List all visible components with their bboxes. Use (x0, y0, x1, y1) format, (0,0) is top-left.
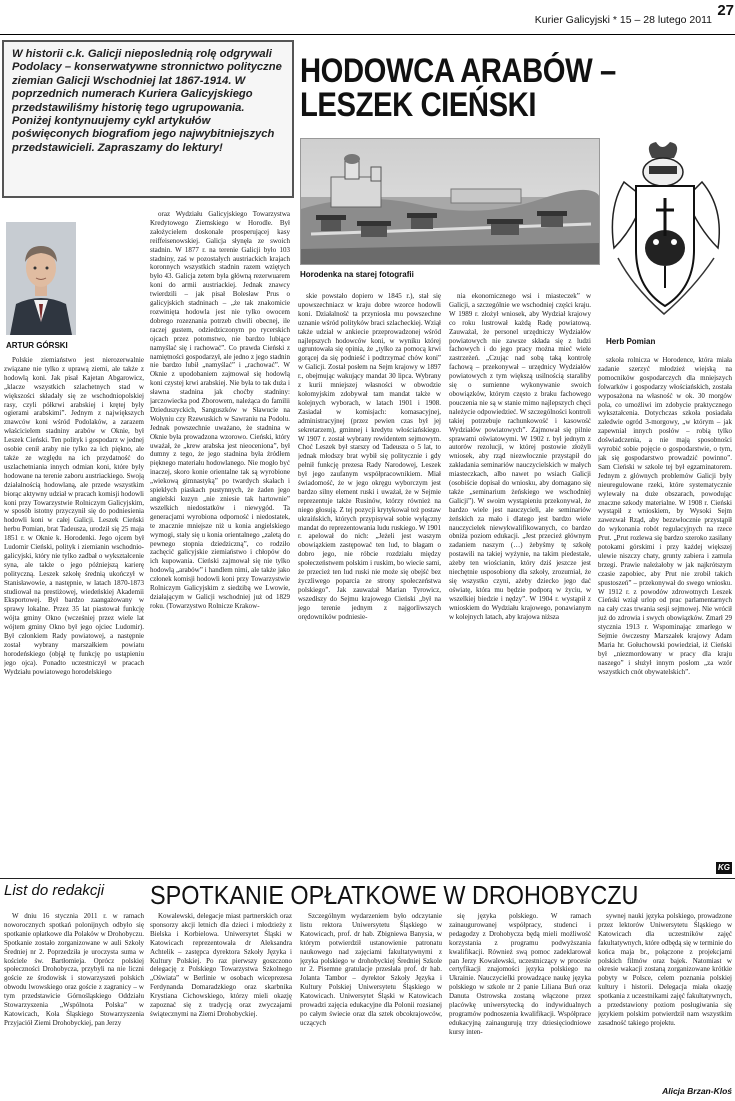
coat-of-arms (604, 138, 730, 334)
article-title (300, 54, 730, 134)
article1-column-3-text: skie powstało dopiero w 1845 r.), stał się upowszechniacz w kraju dobre wzorce hodowli koni. Działalność ta przyniosła mu powszechne uznanie wśród polityków braci szlacheckiej. Wziął także udział w ankiecie przeprowadzonej wśród najlepszych hodowców koni, w wyniku której ugruntowała się opinia, że „tylko za pomocą krwi gorącej da się podnieść i podtrzymać chów koni” w Galicji. Został posłem na Sejm krajowy w 1897 r., obejmując wakujący mandat 30 lipca. Wybrany z kurii mniejszej własności w obwodzie kołomyjskim zdobywał tam mandat także w kolejnych wyborach, w latach 1901 i 1908. Zasiadał w komisjach: komasacyjnej, administracyjnej (przez pewien czas był jej sekretarzem), gminnej i kredytu włościańskiego. W 1907 r. został wybrany rewidentem sejmowym. Choć Leszek był starszy od Tadeusza o 5 lat, to jednak młodszy brat wybił się politycznie i gdy pełnił funkcję prezesa Rady Narodowej, Leszek był jego zaufanym współpracownikiem. Miał świadomość, że w jego okręgu wyborczym jest bardzo silny element ruski i uważał, że w Sejmie reprezentuje także Rusinów, którzy również na niego głosują. Z tej pozycji krytykował też postaw ukraińskich, których przypisywał sobie wyłączny mandat do reprezentowania ludu ruskiego. W 1901 r. apelował do nich: „Jeżeli jest waszym obowiązkiem zastępować ten lud, to błagam o dobro jego, nie róbcie rozdziału między społeczeństwem polskim i ruskim, bo wiecie sami, że przecież ten lud ruski nie może się obejść bez życzliwego poparcia ze strony społeczeństwa polskiego”. Jak zauważał Marian Tyrowicz, wszedłszy do Sejmu krajowego Cieński „był na jego terenie jednym z najgorliwszych orędowników podniesie- (298, 292, 441, 621)
article1-column-2-text: oraz Wydziału Galicyjskiego Towarzystwa Kredytowego Ziemskiego w Horodle. Był założycielem doskonale prosperującej kasy reiffeisenowskiej. Galicja słynęła ze swoich stadnin. W 1877 r. na terenie Galicji było 103 stadniny, zaś w pozostałych austriackich krajach koronnych wszystkich stadnin razem wziętych było 43. Galicja zetem była główną rezerwuarem koni do armii austriackiej. Jednak znawcy twierdzili – jak pisał Bolesław Prus o galicyjskich stadninach – „że tak znakomicie rozwinięta hodowla jest nie tylko owocem dobrego rozeznania potrzeb chwili obecnej, ile raczej gustem, odziedziczonym po rycerskich ojcach przez potomstwo, nie bardzo lubiące namyślać się i rachować”. Co prawda Cieński z namiętności gospodarzył, ale jedno z jego stadnin nie bardzo lubił „namyślać” i „rachować”. W Oknie z upodobaniem zajmował się hodowlą koni czystej krwi arabskiej. Nie była to tak duża i sławna stadnina jak choćby stadniny: jarczowiecka pod Zborowem, należąca do familii Dzieduszyckich, Sanguszków w Sławucie na Wołyniu czy Rzewuskich w Sawraniu na Podolu. Jednak powszechnie uważano, że stadnina w Oknie była prowadzona wzorowo. Cieński, który uważał, że „krew arabska jest nieoceniona”, był dumny z tego, że jego stadnina była źródłem pięknego materiału hodowlanego. Nie mogło być inaczej, skoro konie orientalne tak są wyrobione „wiekową gimnastyką” po twardych skałach i spiekłych piaskach pustynnych, że żaden jego angielski kuzyn „nie zniesie tak hartownie” wszelkich niedostatków i niewygód. Ta generacjami wyrobiona odporność i niedostatek, te znacznie mniejsze niż u konia angielskiego wymogi, stały się u konia orientalnego „zaletą do pewnego stopnia dziedziczną”, co rodziło zachęcić galicyjskie ziemiaństwo i chłopów do ich kupowania. Cieński zajmował się nie tylko hodowlą „arabów” i handlem nimi, ale także jako członek komisji hodowli koni przy Towarzystwie Rolniczym Galicyjskim z siedzibą we Lwowie, działającym w Galicji wschodniej już od 1829 roku. (Towarzystwo Rolnicze Krakow- (150, 210, 290, 610)
article2-column-2-text: Kowalewski, delegacje miast partnerskich oraz sponsorzy akcji letnich dla dzieci i młodzieży z Bielska i Korbielowa. Uniwersytet Śląski w Katowicach reprezentowała dr Aleksandra Achtelik – zastępca dyrektora Szkoły Języka i Kultury Polskiej. Po raz pierwszy goszczono delegację z Polskiego Towarzystwa Szkolnego „Oświata” w Berlinie w osobach wiceprezesa Ferdynanda Domaradzkiego oraz skarbnika Krystiana Cichowskiego, którzy mieli okazję zapoznać się z tradycją oraz zwyczajami świątecznymi na Ziemi Drohobyckiej. (150, 912, 292, 1018)
article1-column-5-text: szkoła rolnicza w Horodence, która miała zadanie szerzyć młodzież wiejską na pomocników gospodarczych dla mniejszych folwarków i gospodarzy włościańskich, została wyposażona na własność w ok. 30 morgów pola, co umożliwi im zdobycie praktycznego wykształcenia. Dotychczas szkoła posiadała zaledwie ogród 3-morgowy, „w którym – jak zapewniał innych posłów – robią tylko doświadczenia, a nie mają sposobności wyrobić sobie pojęcie o gospodarstwie, o tym, jak się gospodarstwo prowadzić powinno”. Sam Cieński w szkole tej był egzaminatorem. Jednym z głównych problemów Galicji były nieuregulowane rzeki, które systematycznie wylewały na duże obszarach, powodując znaczne szkody materialne. W 1908 r. Cieński wystąpił z wnioskiem, by Wysoki Sejm zawezwał Rząd, aby bezzwłocznie przystąpił do wykonania robót regulacyjnych na rzece Prut. „Prut rozlewa się bardzo szeroko zasilany potokami górskimi i przy każdej większej ulewie niszczy chaty, grunty zabiera i zamula brzegi. Prawie należałoby w jak najkrótszym czasie zapobiec, aby Prut nie zrobił takich spustoszeń” – przekonywał do swego wniosku. W 1912 r. z powodów zdrowotnych Leszek Cieński wziął urlop od prac parlamentarnych na cały czas trwania sesji sejmowej. Nie wrócił już do zdrowia i swych obowiązków. Zmarł 29 stycznia 1913 r. Wspominając zmarłego w Sejmie ówczesny Marszałek krajowy Adam Maria hr. Gołuchowski powiedział, iż Cieński był „niezmordowany w pracy dla kraju naszego” i służył innym posłom „za wzór wszystkich cnót obywatelskich”. (598, 356, 732, 676)
photo-caption: Horodenka na starej fotografii (300, 270, 414, 279)
article2-title-text: SPOTKANIE OPŁATKOWE W DROHOBYCZU (150, 880, 639, 910)
author-name: ARTUR GÓRSKI (6, 341, 68, 350)
page-number: 27 (717, 2, 734, 19)
article2-column-2 (150, 912, 292, 1101)
article2-column-3-text: Szczególnym wydarzeniem było odczytanie listu rektora Uniwersytetu Śląskiego w Katowicach, prof. dr hab. Zbigniewa Banysia, w którym potwierdził ustanowienie patronatu naukowego nad zajęciami fakultatywnymi z języka polskiego w drohobyckiej Średniej Szkole nr 2. Pisemne gratulacje przesłała prof. dr hab. Jolanta Tambor – dyrektor Szkoły Języka i Kultury Polskiej Uniwersytetu Śląskiego w Katowicach. Uniwersytet Śląski w Katowicach prowadzi zajęcia edukacyjne dla Polonii rozsianej po całym świecie oraz dla sztek obcokrajowców, uczących (300, 912, 442, 1027)
article2-column-1 (4, 912, 144, 1101)
horodenka-photo (300, 138, 600, 265)
article1-column-4 (449, 292, 591, 874)
article2-column-4-text: się języka polskiego. W ramach zainaugurowanej współpracy, studenci i pedagodzy z Drohobycza będą mieli możliwość korzystania z programu podwyższania kwalifikacji. Również swą pomoc zadeklarował pan Jerzy Kowalewski, uczestniczący w procesie certyfikacji znajomości języka polskiego na Ukrainie. Nauczycielki prowadzące naukę języka polskiego w szkole nr 2 panie Liliana Buń oraz Danuta Ostrowska zostaną włączone przez placówkę uniwersytecką do indywidualnych programów podnoszenia kwalifikacji. Współprace edukacyjną zainaugurują trzy dziesięciodniowe kursy inten- (449, 912, 591, 1036)
article-title-text: HODOWCA ARABÓW – LESZEK CIEŃSKI (300, 52, 616, 124)
article2-column-5 (598, 912, 732, 1084)
article2-column-1-text: W dniu 16 stycznia 2011 r. w ramach noworocznych spotkań polonijnych odbyło się spotkanie opłatkowe dla Polaków w Drohobyczu. Spotkanie zostało zorganizowane w auli Szkoły Średniej nr 2. Poprzedziła je uroczysta suma w kościele św. Bartłomieja. Oprócz polskiej społeczności Drohobycza, przybyli na nie liczni goście ze środowisk i stowarzyszeń polskich obwodu lwowskiego oraz goście z zagranicy – w tym przedstawicie Górnośląskiego Oddziału Stowarzyszenia „Wspólnota Polska” w Katowicach, Koła Śląskiego Stowarzyszenia Przyjaciół Ziemi Drohobyckiej, pan Jerzy (4, 912, 144, 1027)
section-divider (0, 878, 735, 879)
article2-signature: Alicja Brzan-Kloś (662, 1086, 732, 1096)
article2-column-3 (300, 912, 442, 1101)
author-photo (6, 222, 76, 335)
article2-column-5-text: sywnej nauki języka polskiego, prowadzone przez lektorów Uniwersytetu Śląskiego w Katowicach dla uczestników zajęć fakultatywnych, które odbędą się w terminie do końca maja br., połączone z projekcjami polskich filmów oraz bajek. Natomiast w okresie wakacji zostaną zorganizowane krótkie pobyty w Polsce, celem poznania polskiej kultury i historii. Delegacja miała okazję spotkania z uczestnikami zajęć fakultatywnych, a przedstawiony poziom posługiwania się językiem polskim potwierdził nam wszystkim zasadność takiego projektu. (598, 912, 732, 1027)
article2-column-4 (449, 912, 591, 1101)
end-mark: KG (718, 863, 730, 872)
publication-name: Kurier Galicyjski * 15 – 28 lutego 2011 (534, 14, 712, 26)
article2-title (150, 880, 735, 910)
article1-column-1 (4, 356, 144, 874)
article1-column-3 (298, 292, 441, 874)
herb-pomian-icon (604, 138, 730, 334)
header-rule (0, 34, 735, 35)
herb-caption: Herb Pomian (606, 337, 656, 346)
horodenka-photo-image (301, 139, 600, 265)
article1-column-2 (150, 210, 290, 874)
article-intro: W historii c.k. Galicji nieposlednią rolę odgrywali Podolacy – konserwatywne stronnictwo polityczne ziemian Galicji Wschodniej lat 1867-1914. W poprzednich numerach Kuriera Galicyjskiego przedstawiliśmy historię tego ugrupowania. Poniżej kontynuujemy cykl artykułów poświęconych biografiom jego najwybitniejszych przedstawicieli. Zapraszamy do lektury! (2, 40, 294, 198)
article1-column-4-text: nia ekonomicznego wsi i miasteczek” w Galicji, a szczególnie we wschodniej części kraju. W 1989 r. złożył wniosek, aby Wydział krajowy co roku lustrował każdą Radę powiatową. Zauważał, że personel urzędniczy Wydziałów powiatowych nie zawsze składa się z ludzi fachowych i do jego pracy można mieć wiele zastrzeżeń. „Czując nad sobą taką kontrolę fachową – przekonywał – urzędnicy Wydziałów powiatowych z tym większą usilnością staraliby się o sumienne wykonywanie swoich obowiązków, którym często z braku fachowego pouczenia nie są w stanie mimo najlepszych chęci należycie odpowiedzieć. W szczególności kontroli takiej potrzebuje rachunkowość i kasowość Wydziałów powiatowych”. Zajmował się pilnie sprawami oświatowymi. W 1902 r. był jednym z autorów rezolucji, w której postowie złożyli wniosek, aby rząd niezwłocznie przystąpił do zakładania seminariów nauczycielskich w małych miasteczkach, albo nawet po wsiach Galicji (osobiście dopisał do wniosku, aby domagano się także „seminarium żeńskiego we wschodniej Galicji”). W swoim wystąpieniu przekonywał, że bardzo wiele jest nauczycieli, ale seminariów żeńskich za mało i dlatego jest bardzo wiele nauczycielek niewykwalifikowanych, co bardzo obniża poziom edukacji. „Jest przecież głównym zadaniem naszym (…) żebyśmy tę szkołę postawili na takiej wyżynie, na takim piedestale, ażeby ten wiościanin, który dziś jeszcze jest niechętnie usposobiony dla szkoły, zrozumiał, że się wszystko czyni, ażeby dziecko jego dać oświatę, która mu będzie podporą w życiu, w wszelkiej biedzie i nędzy”. W 1904 r. wystąpił z wnioskiem do Wydziału krajowego, ponawianym w kolejnych latach, aby krajowa niższa (449, 292, 591, 621)
article1-column-5 (598, 356, 732, 862)
publication-header (470, 14, 712, 26)
author-portrait-icon (6, 222, 76, 335)
article1-column-1-text: Polskie ziemiaństwo jest nierozerwalnie związane nie tylko z uprawą ziemi, ale także z hodowlą koni. Jak pisał Kajetan Abgarowicz, „klacze wszystkich szlachetnych stad w większości składały się ze wschodniopolskiej rasy, czyli półkrwi arabskiej i krętej były ogierami arabskimi”. Jednym z największych znawców koni wśród Podolaków, a zarazem właścicielem stadniny arabów w Oknie, był Leszek Cieński. Ten polityk i gospodarz w jednej osobie cenił araby nie tylko za ich piękno, ale także ze względu na ich przydatność do uszlachetniania innych odmian koni, które były hodowane na terenie zaboru austriackiego. Swoją działalnością hodowlaną, ale przede wszystkim biorąc aktywny udział w pracach komisji hodowli koni przy Towarzystwie Rolniczym Galicyjskim, w sposób istotny przyczynił się do podniesienia hodowli koni w całej Galicji. Leszek Cieński herbu Pomian, brat Tadeusza, urodził się 25 maja 1851 r. w Oknie k. Horodenki. Jego ojcem był Ludomir Cieński, polityk i ziemianin wschodnio-galicyjski, który nie tylko zadbał o wykształcenie syna, ale także o jego późniejszą karierę polityczną. Leszek szkołę średnią ukończył w Stanisławowie, a następnie, w latach 1870-1873 studiował na prestiżowej, wiedeńskiej Akademii Eksportowej. Był bardzo zaangażowany w sprawy lokalne. Przez 35 lat piastował funkcję wójta gminy Okno (wcześniej przez wiele lat wójtem gminy Okno był jego ojciec Ludomir). Był członkiem Rady powiatowej, a następnie został wybrany marszałkiem powiatu horodeńskiego (objął tę funkcję po ustąpieniu jego ojca). Ponadto uczestniczył w pracach Wydziału powiatowego horodelskiego (4, 356, 144, 676)
section-label: List do redakcji (4, 882, 105, 899)
